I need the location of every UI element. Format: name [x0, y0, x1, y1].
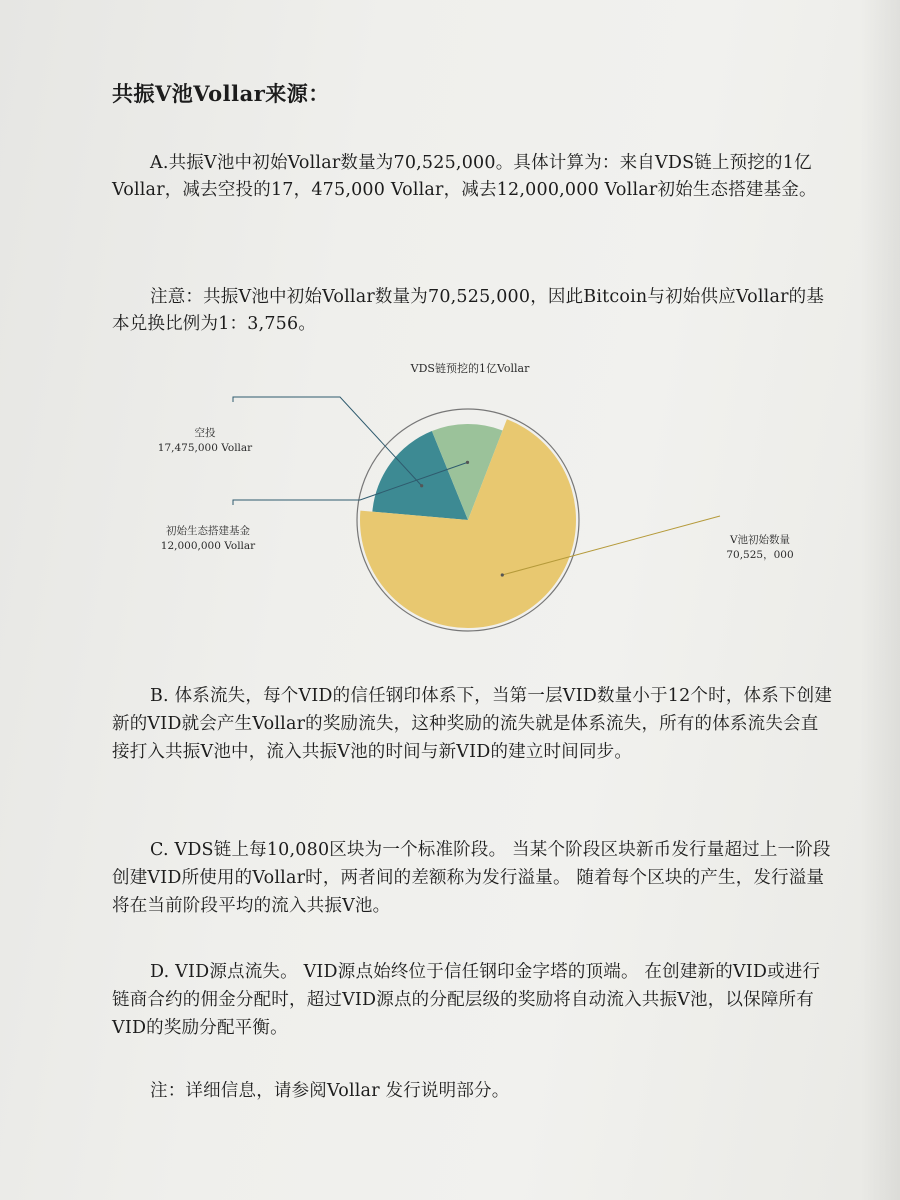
slice-label-value-0: 17,475,000 Vollar — [157, 442, 253, 454]
leader-dot-1 — [466, 461, 469, 464]
pie-slices — [360, 419, 576, 628]
pie-chart — [0, 350, 900, 670]
pie-chart-svg — [0, 350, 900, 670]
section-heading: 共振V池Vollar来源： — [112, 81, 330, 106]
paragraph-d: D. VID源点流失。 VID源点始终位于信任钢印金字塔的顶端。 在创建新的VID或进行链商合约的佣金分配时，超过VID源点的分配层级的奖励将自动流入共振V池，以保障所有VID的奖励分配平衡。 — [112, 962, 821, 1038]
slice-label-value-2: 70,525，000 — [726, 549, 794, 561]
leader-dot-2 — [501, 573, 504, 576]
slice-label-name-2: V池初始数量 — [729, 534, 791, 546]
slice-label-name-1: 初始生态搭建基金 — [166, 525, 250, 537]
chart-title: VDS链预挖的1亿Vollar — [410, 362, 530, 375]
paragraph-b: B. 体系流失，每个VID的信任钢印体系下，当第一层VID数量小于12个时，体系下创建新的VID就会产生Vollar的奖励流失，这种奖励的流失就是体系流失，所有的体系流失会直接打入共振V池中，流入共振V池的时间与新VID的建立时间同步。 — [112, 686, 833, 762]
slice-label-name-0: 空投 — [194, 427, 216, 439]
slice-label-value-1: 12,000,000 Vollar — [160, 540, 256, 552]
paragraph-a: A.共振V池中初始Vollar数量为70,525,000。具体计算为：来自VDS链上预挖的1亿Vollar，减去空投的17，475,000 Vollar，减去12,000,000 Vollar初始生态搭建基金。 — [112, 153, 817, 200]
paragraph-note: 注意：共振V池中初始Vollar数量为70,525,000，因此Bitcoin与初始供应Vollar的基本兑换比例为1：3,756。 — [112, 287, 825, 334]
paragraph-c: C. VDS链上每10,080区块为一个标准阶段。 当某个阶段区块新币发行量超过上一阶段创建VID所使用的Vollar时，两者间的差额称为发行溢量。 随着每个区块的产生，发行溢量将在当前阶段平均的流入共振V池。 — [112, 840, 831, 916]
final-note: 注：详细信息，请参阅Vollar 发行说明部分。 — [150, 1081, 510, 1101]
leader-dot-0 — [420, 484, 423, 487]
